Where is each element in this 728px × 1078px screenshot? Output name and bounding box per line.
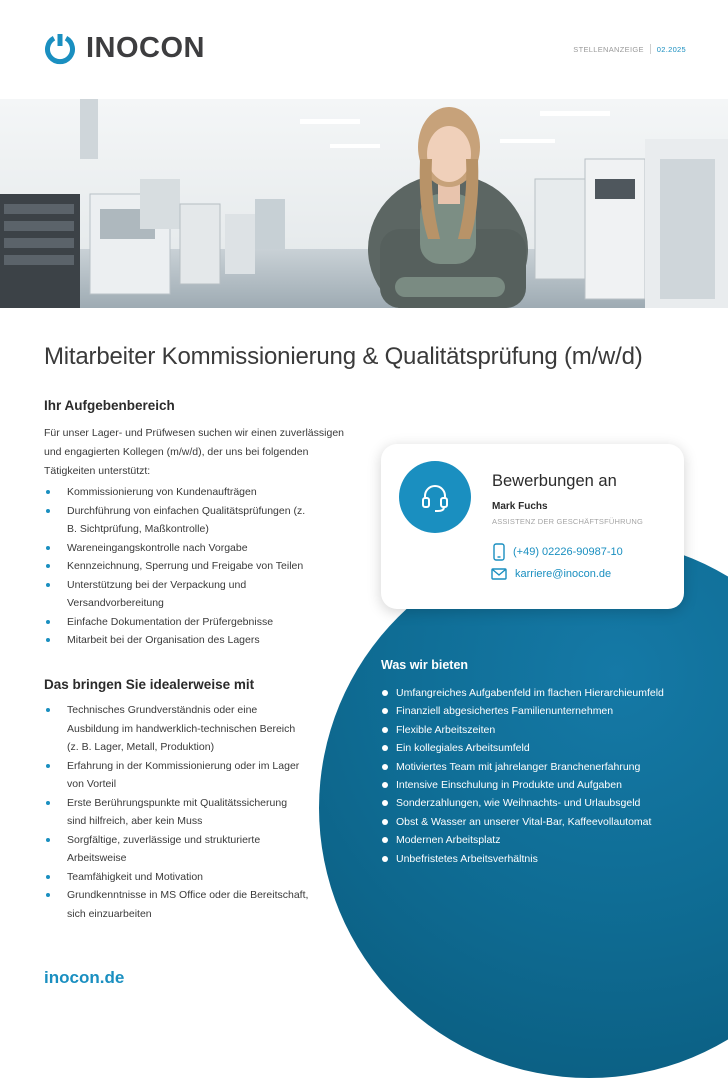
contact-name: Mark Fuchs [492,501,548,512]
profile-heading: Das bringen Sie idealerweise mit [44,677,255,692]
list-item: Flexible Arbeitszeiten [381,721,711,739]
list-item: Unbefristetes Arbeitsverhältnis [381,850,711,868]
logo-text: INOCON [86,32,205,64]
list-item: Unterstützung bei der Verpackung und Versandvorbereitung [44,576,314,613]
contact-heading: Bewerbungen an [492,472,617,490]
list-item: Erste Berührungspunkte mit Qualitätssicherung sind hilfreich, aber kein Muss [44,794,309,831]
list-item: Wareneingangskontrolle nach Vorgabe [44,539,314,558]
list-item: Einfache Dokumentation der Prüfergebnisse [44,613,314,632]
company-logo [44,32,205,65]
list-item: Grundkenntnisse in MS Office oder die Bereitschaft, sich einzuarbeiten [44,886,309,923]
tasks-intro: Für unser Lager- und Prüfwesen suchen wir einen zuverlässigen und engagierten Kollegen (m/w/d), der uns bei folgenden Tätigkeiten unterstützt: [44,427,344,477]
list-item: Finanziell abgesichertes Familienunternehmen [381,702,711,720]
tasks-list [44,483,314,650]
list-item: Umfangreiches Aufgabenfeld im flachen Hierarchieumfeld [381,684,711,702]
website-link[interactable]: inocon.de [44,968,125,987]
list-item: Durchführung von einfachen Qualitätsprüfungen (z. B. Sichtprüfung, Maßkontrolle) [44,502,314,539]
headset-icon [399,461,471,533]
contact-phone[interactable] [493,543,623,561]
list-item: Kommissionierung von Kundenaufträgen [44,483,314,502]
contact-email[interactable] [491,568,611,580]
profile-list [44,701,309,923]
list-item: Ein kollegiales Arbeitsumfeld [381,739,711,757]
list-item: Mitarbeit bei der Organisation des Lagers [44,631,314,650]
phone-icon [493,543,505,561]
doc-date: 02.2025 [656,44,686,54]
logo-ring-icon [44,33,76,65]
phone-number[interactable]: (+49) 02226-90987-10 [513,546,623,558]
list-item: Intensive Einschulung in Produkte und Aufgaben [381,776,711,794]
list-item: Modernen Arbeitsplatz [381,831,711,849]
list-item: Motiviertes Team mit jahrelanger Branchenerfahrung [381,758,711,776]
list-item: Obst & Wasser an unserer Vital-Bar, Kaffeevollautomat [381,813,711,831]
doc-type-label: STELLENANZEIGE [573,44,644,54]
list-item: Erfahrung in der Kommissionierung oder im Lager von Vorteil [44,757,309,794]
hero-illustration [0,99,728,308]
meta-divider [650,44,651,54]
email-address[interactable]: karriere@inocon.de [515,568,612,580]
list-item: Technisches Grundverständnis oder eine Ausbildung im handwerklich-technischen Bereich (z. B. Lager, Metall, Produktion) [44,701,309,757]
list-item: Teamfähigkeit und Motivation [44,868,309,887]
list-item: Sonderzahlungen, wie Weihnachts- und Urlaubsgeld [381,794,711,812]
mail-icon [491,568,507,580]
job-title: Mitarbeiter Kommissionierung & Qualitätsprüfung (m/w/d) [44,343,643,370]
contact-role: ASSISTENZ DER GESCHÄFTSFÜHRUNG [492,517,644,526]
document-meta [573,44,686,54]
list-item: Sorgfältige, zuverlässige und strukturierte Arbeitsweise [44,831,309,868]
contact-card [381,444,684,609]
list-item: Kennzeichnung, Sperrung und Freigabe von Teilen [44,557,314,576]
hero-photo [0,99,728,308]
offer-heading: Was wir bieten [381,658,469,672]
offer-list [381,684,711,868]
tasks-heading: Ihr Aufgebenbereich [44,398,175,413]
